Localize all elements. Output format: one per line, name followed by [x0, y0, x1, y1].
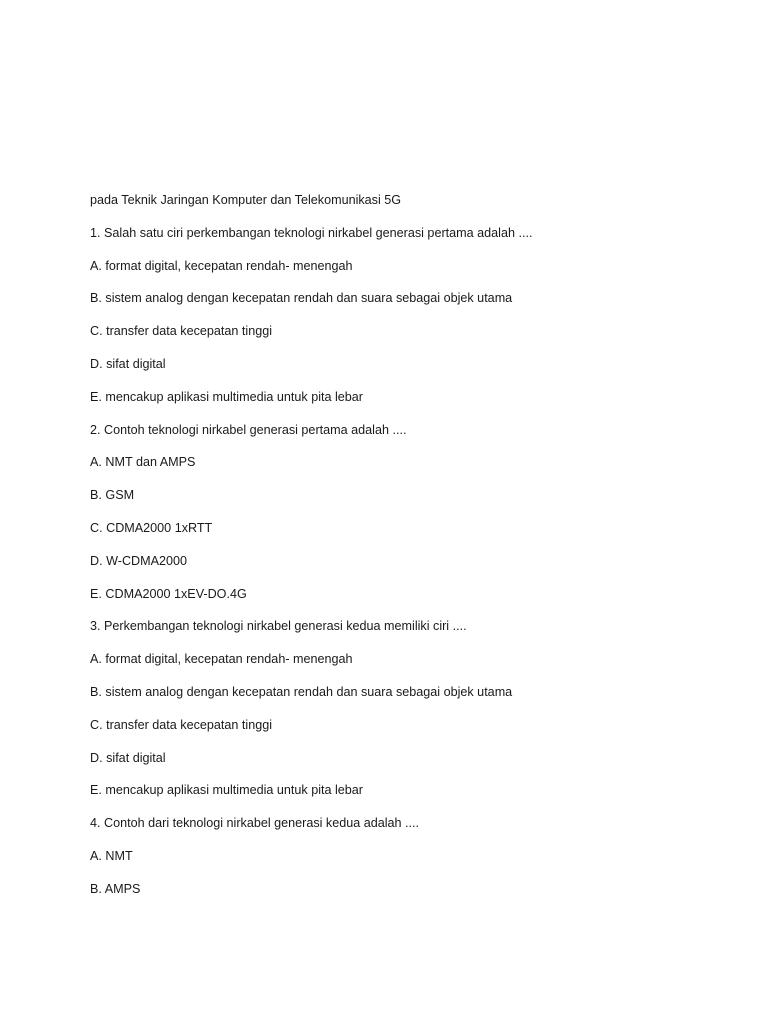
question-2: 2. Contoh teknologi nirkabel generasi pertama adalah .... [90, 422, 407, 437]
question-1-option-b: B. sistem analog dengan kecepatan rendah dan suara sebagai objek utama [90, 291, 513, 306]
question-3-option-a: A. format digital, kecepatan rendah- menengah [90, 652, 353, 667]
question-3-option-b: B. sistem analog dengan kecepatan rendah dan suara sebagai objek utama [90, 684, 513, 699]
question-2-option-a: A. NMT dan AMPS [90, 455, 196, 470]
question-4: 4. Contoh dari teknologi nirkabel generasi kedua adalah .... [90, 816, 420, 831]
question-1-option-c: C. transfer data kecepatan tinggi [90, 324, 273, 339]
question-1-option-a: A. format digital, kecepatan rendah- menengah [90, 258, 353, 273]
question-3-option-d: D. sifat digital [90, 750, 166, 765]
document-heading: pada Teknik Jaringan Komputer dan Telekomunikasi 5G [90, 193, 402, 207]
question-2-option-b: B. GSM [90, 488, 135, 503]
question-2-option-c: C. CDMA2000 1xRTT [90, 520, 213, 535]
question-4-option-b: B. AMPS [90, 881, 141, 896]
question-2-option-e: E. CDMA2000 1xEV-DO.4G [90, 586, 247, 601]
question-4-option-a: A. NMT [90, 848, 133, 863]
question-1-option-d: D. sifat digital [90, 356, 166, 371]
question-1-option-e: E. mencakup aplikasi multimedia untuk pita lebar [90, 389, 364, 404]
document-body [90, 190, 730, 912]
question-3-option-e: E. mencakup aplikasi multimedia untuk pita lebar [90, 783, 364, 798]
question-1: 1. Salah satu ciri perkembangan teknologi nirkabel generasi pertama adalah .... [90, 225, 533, 240]
question-3: 3. Perkembangan teknologi nirkabel generasi kedua memiliki ciri .... [90, 619, 467, 634]
question-3-option-c: C. transfer data kecepatan tinggi [90, 717, 273, 732]
question-2-option-d: D. W-CDMA2000 [90, 553, 188, 568]
